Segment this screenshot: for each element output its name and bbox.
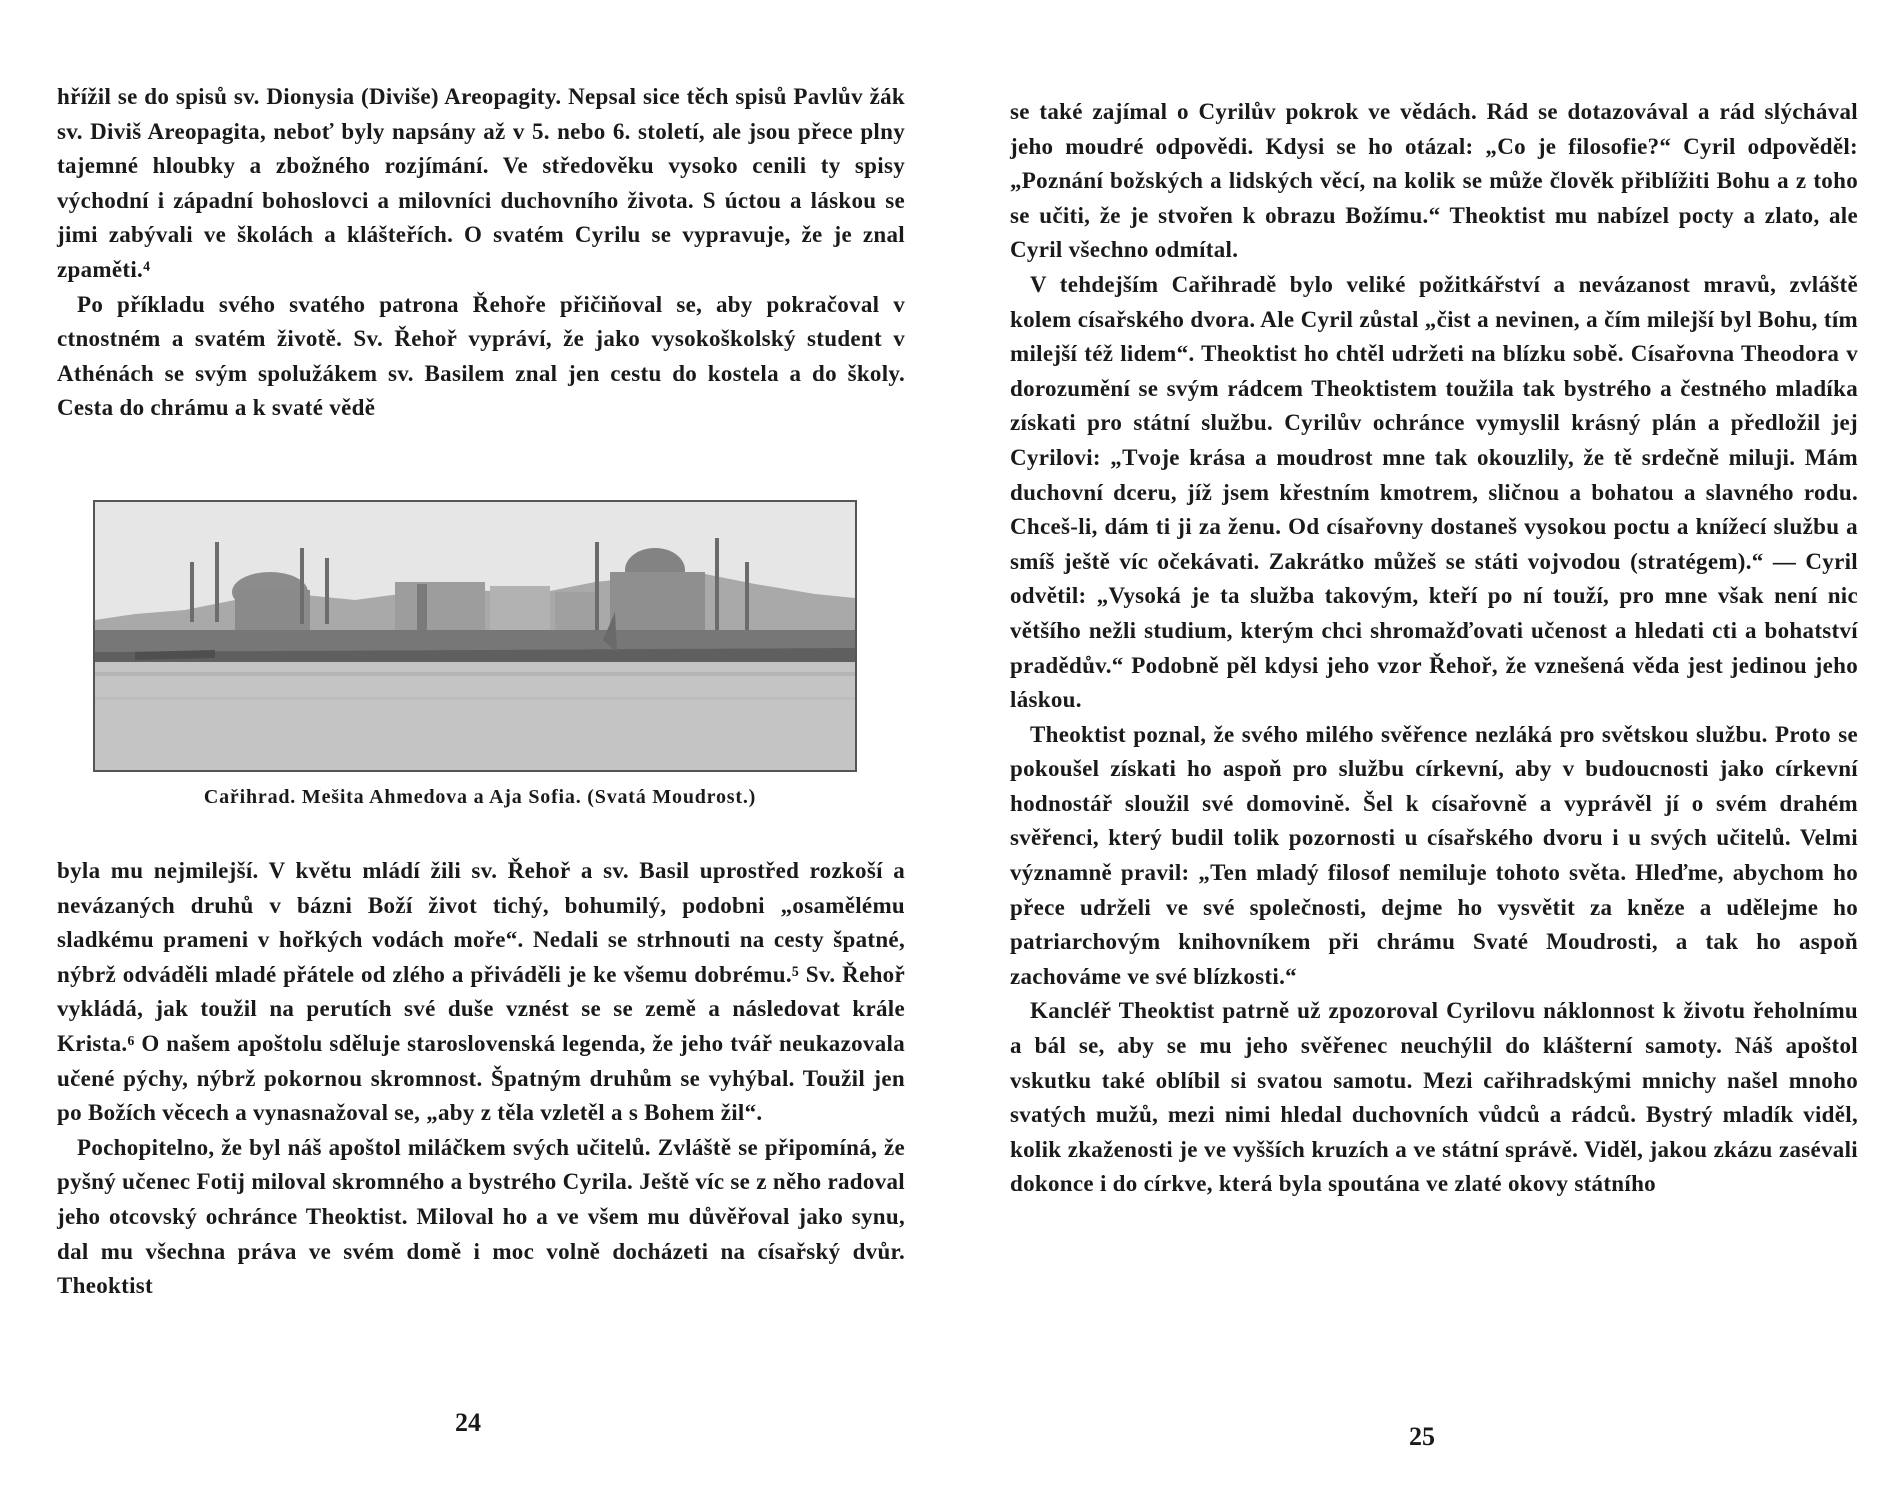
page-number: 25 <box>1409 1422 1435 1451</box>
paragraph: Pochopitelno, že byl náš apoštol miláčkem svých učitelů. Zvláště se připomíná, že pyšný učenec Fotij miloval skromného a bystrého Cyrila. Ještě víc se z něho radoval jeho otcovský ochránce Theoktist. Miloval ho a ve všem mu důvěřoval jako synu, dal mu všechna práva ve svém domě i moc volně docházeti na císařský dvůr. Theoktist <box>57 1134 905 1299</box>
photo-caption: Cařihrad. Mešita Ahmedova a Aja Sofia. (Svatá Moudrost.) <box>203 786 757 808</box>
right-text <box>1010 95 1858 1202</box>
page-number: 24 <box>455 1408 481 1437</box>
constantinople-photo <box>93 500 857 772</box>
left-bottom-text <box>57 854 905 1304</box>
paragraph: byla mu nejmilejší. V květu mládí žili sv. Řehoř a sv. Basil uprostřed rozkoší a nevázaných druhů v bázni Boží život tichý, bohumilý, podobni „osamělému sladkému prameni v hořkých vodách moře“. Nedali se strhnouti na cesty špatné, nýbrž odváděli mladé přátele od zlého a přiváděli je ke všemu dobrému.⁵ Sv. Řehoř vykládá, jak toužil na perutích své duše vznést se se země a následovat krále Krista.⁶ O našem apoštolu sděluje staroslovenská legenda, že jeho tvář neukazovala učené pýchy, nýbrž pokornou skromnost. Špatným druhům se vyhýbal. Toužil jen po Božích věcech a vynasnažoval se, „aby z těla vzletěl a s Bohem žil“. <box>57 858 905 1126</box>
paragraph: Kancléř Theoktist patrně už zpozoroval Cyrilovu náklonnost k životu řeholnímu a bál se, aby se mu jeho svěřenec neuchýlil do klášterní samoty. Náš apoštol vskutku také oblíbil si svatou samotu. Mezi cařihradskými mnichy našel mnoho svatých mužů, mezi nimi hledal duchovních vůdců a rádců. Bystrý mladík viděl, kolik zkaženosti je ve vyšších kruzích a ve státní správě. Viděl, jakou zkázu zasévali dokonce i do církve, která byla spoutána ve zlaté okovy státního <box>1010 998 1858 1197</box>
paragraph: Po příkladu svého svatého patrona Řehoře přičiňoval se, aby pokračoval v ctnostném a svatém životě. Sv. Řehoř vypráví, že jako vysokoškolský student v Athénách se svým spolužákem sv. Basilem znal jen cestu do kostela a do školy. Cesta do chrámu a k svaté vědě <box>57 291 905 421</box>
paragraph: se také zajímal o Cyrilův pokrok ve vědách. Rád se dotazovával a rád slýchával jeho moudré odpovědi. Kdysi se ho otázal: „Co je filosofie?“ Cyril odpověděl: „Poznání božských a lidských věcí, na kolik se může člověk přiblížiti Bohu a z toho se učiti, že je stvořen k obrazu Božímu.“ Theoktist mu nabízel pocty a zlato, ale Cyril všechno odmítal. <box>1010 99 1858 263</box>
paragraph: Theoktist poznal, že svého milého svěřence nezláká pro světskou službu. Proto se pokoušel získati ho aspoň pro službu církevní, aby v budoucnosti jako církevní hodnostář sloužil své domovině. Šel k císařovně a vyprávěl jí o svém drahém svěřenci, který budil tolik pozornosti u císařského dvoru i u svých učitelů. Velmi významně pravil: „Ten mladý filosof nemiluje tohoto světa. Hleďme, abychom ho přece udrželi ve své společnosti, dejme ho vysvětit za kněze a udělejme ho patriarchovým knihovníkem při chrámu Svaté Moudrosti, a tak ho aspoň zachováme ve své blízkosti.“ <box>1010 721 1858 989</box>
left-top-text <box>57 80 905 426</box>
paragraph: hřížil se do spisů sv. Dionysia (Diviše) Areopagity. Nepsal sice těch spisů Pavlův žák sv. Diviš Areopagita, neboť byly napsány až v 5. nebo 6. století, ale jsou přece plny tajemné hloubky a zbožného rozjímání. Ve středověku vysoko cenili ty spisy východní i západní bohoslovci a milovníci duchovního života. S úctou a láskou se jimi zabývali ve školách a klášteřích. O svatém Cyrilu se vypravuje, že je znal zpaměti.⁴ <box>57 84 905 282</box>
skyline-image <box>95 502 855 770</box>
paragraph: V tehdejším Cařihradě bylo veliké požitkářství a nevázanost mravů, zvláště kolem císařského dvora. Ale Cyril zůstal „čist a nevinen, a čím milejší byl Bohu, tím milejší též lidem“. Theoktist ho chtěl udržeti na blízku sobě. Císařovna Theodora v dorozumění se svým rádcem Theoktistem toužila tak bystrého a čestného mladíka získati pro státní službu. Cyrilův ochránce vymyslil krásný plán a předložil jej Cyrilovi: „Tvoje krása a moudrost mne tak okouzlily, že tě srdečně miluji. Mám duchovní dceru, jíž jsem křestním kmotrem, sličnou a bohatou a slavného rodu. Chceš-li, dám ti ji za ženu. Od císařovny dostaneš vysokou poctu a knížecí službu a smíš ještě víc očekávati. Zakrátko můžeš se státi vojvodou (stratégem).“ — Cyril odvětil: „Vysoká je ta služba takovým, kteří po ní touží, pro mne však není nic většího nežli studium, kterým chci shromažďovati učenost a hledati cti a bohatství pradědův.“ Podobně pěl kdysi jeho vzor Řehoř, že vznešená věda jest jedinou jeho láskou. <box>1010 271 1858 713</box>
right-page <box>949 0 1898 1500</box>
